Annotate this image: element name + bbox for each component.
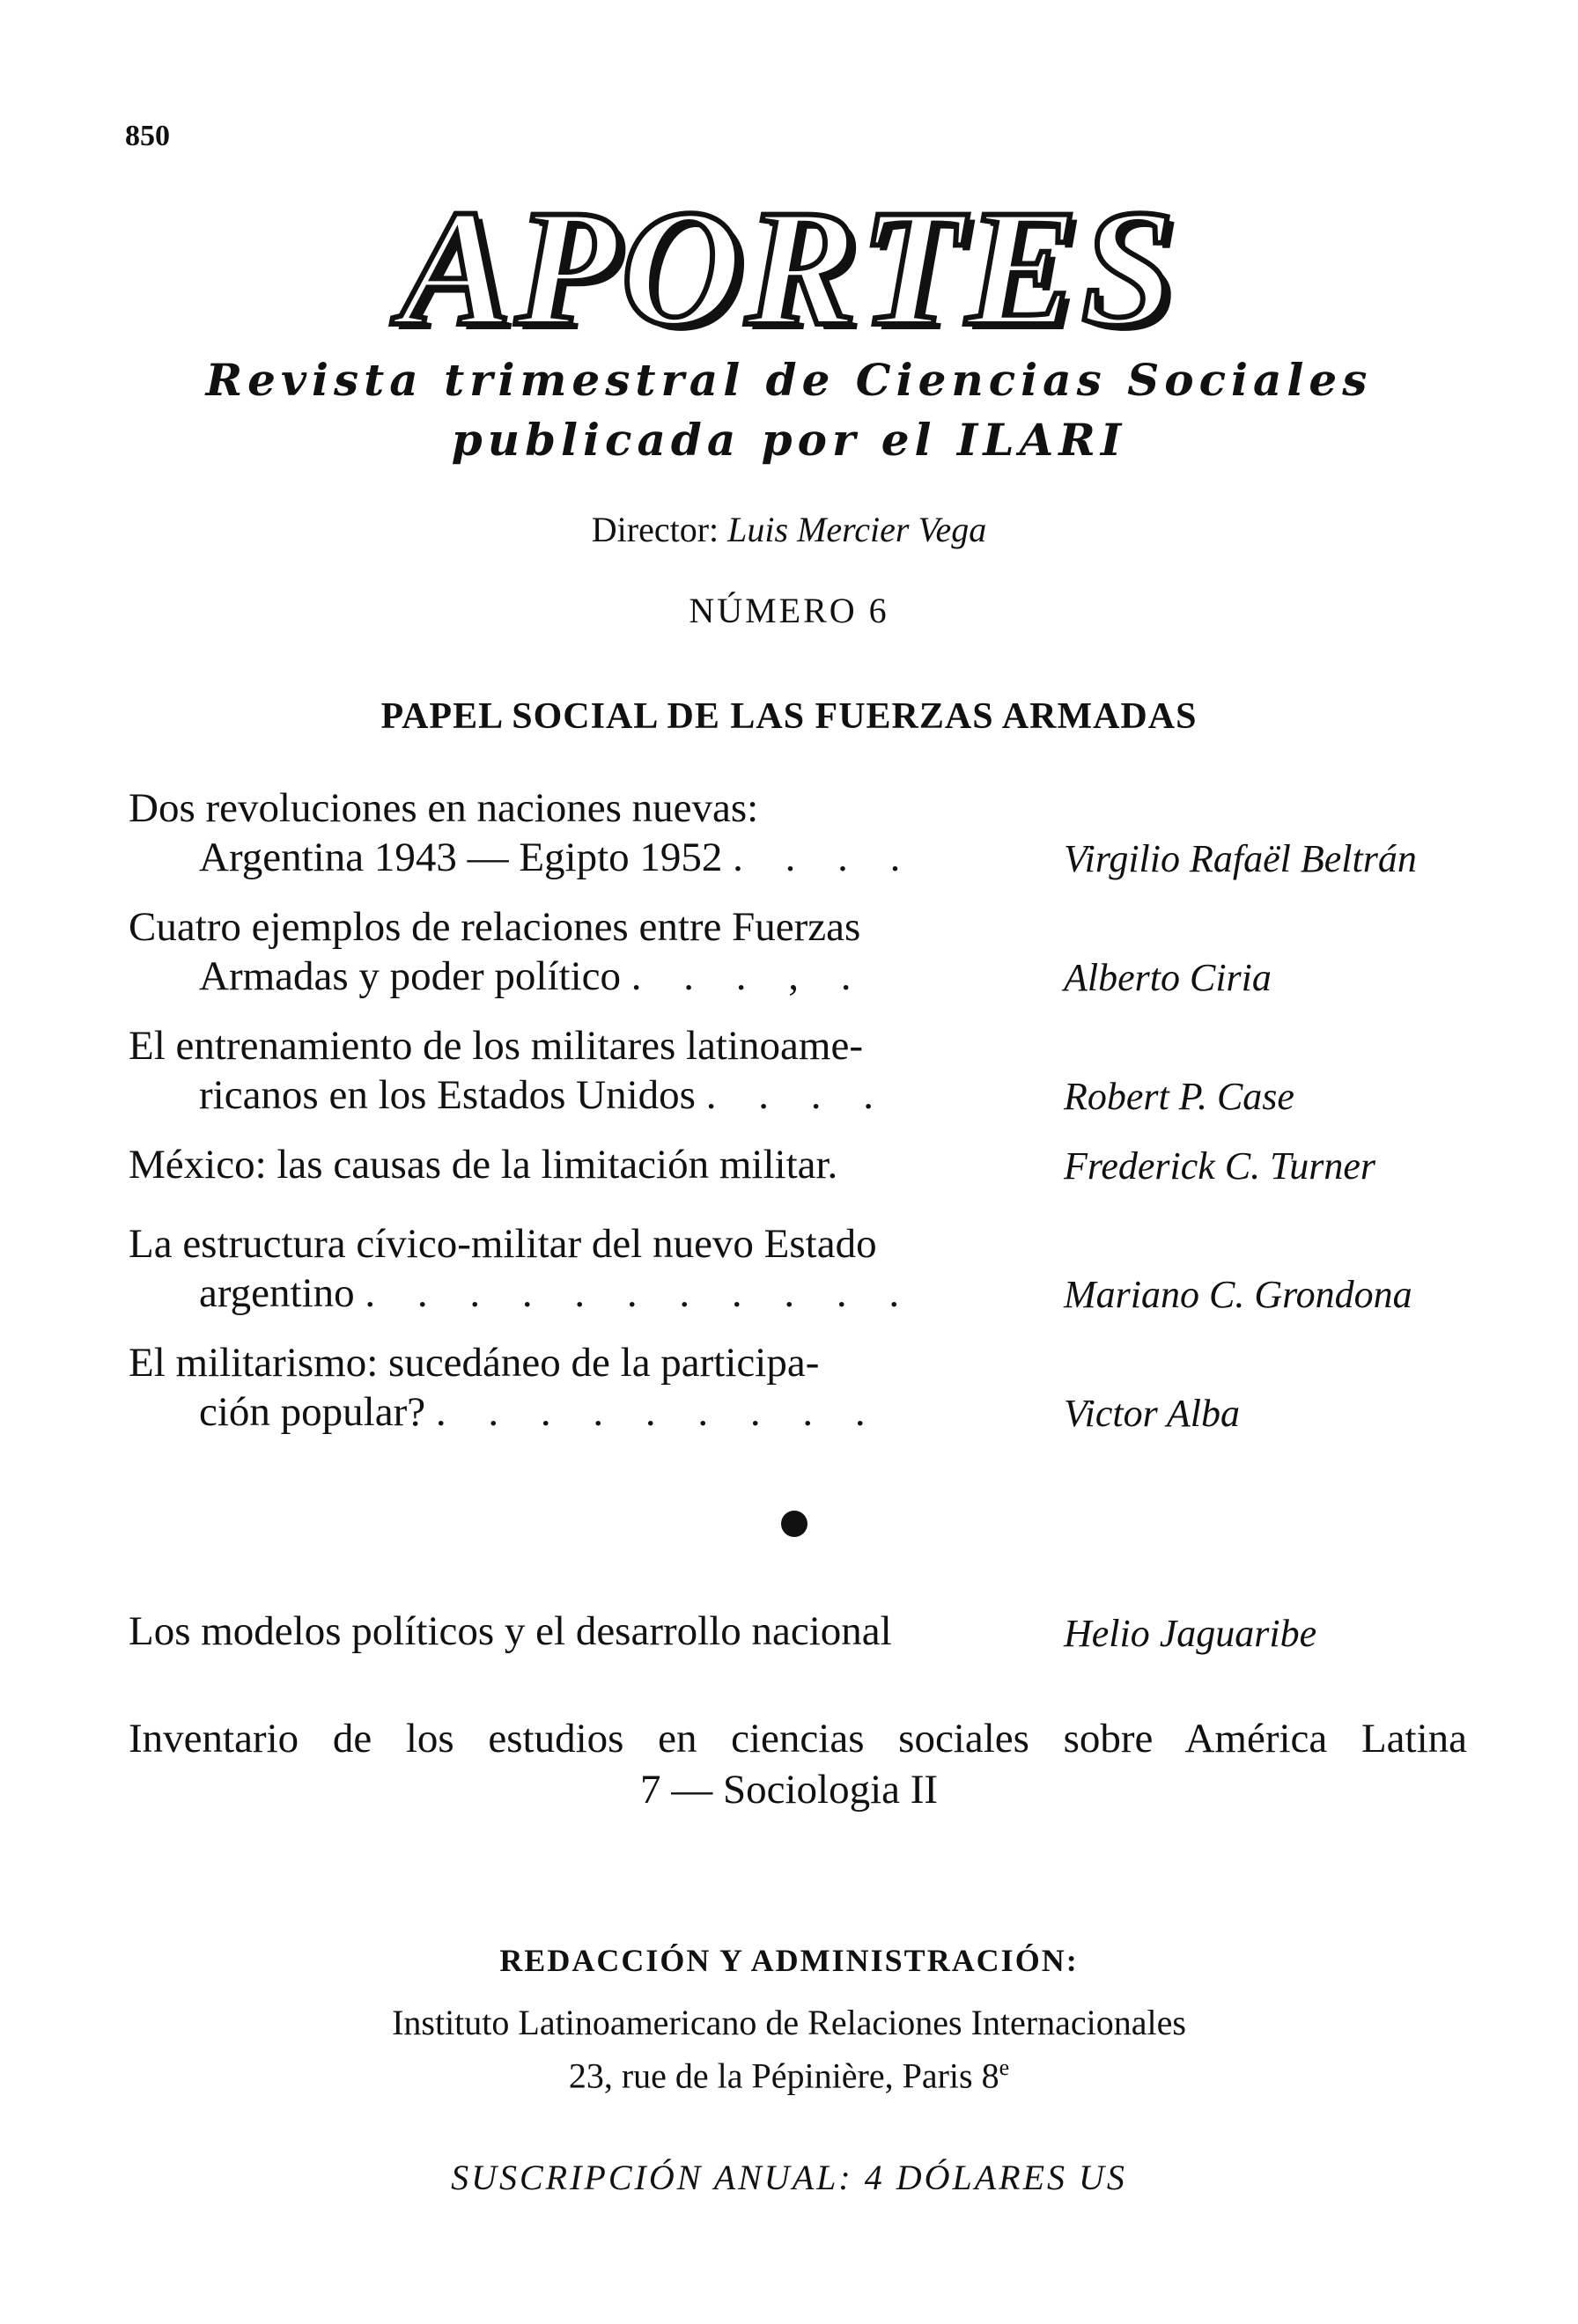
article-author: Robert P. Case <box>1064 1075 1294 1118</box>
journal-title: APORTES <box>400 176 1178 361</box>
institute-name: Instituto Latinoamericano de Relaciones Internacionales <box>392 2003 1186 2042</box>
article-title-line2: argentino <box>199 1270 355 1316</box>
article-author: Frederick C. Turner <box>1064 1144 1375 1188</box>
address-text: 23, rue de la Pépinière, Paris 8 <box>568 2056 999 2096</box>
article-author: Virgilio Rafaël Beltrán <box>1064 837 1417 880</box>
article-title-line1: El entrenamiento de los militares latinoame- <box>129 1023 863 1069</box>
editorial-heading: REDACCIÓN Y ADMINISTRACIÓN: <box>499 1943 1079 1978</box>
article-title-line2: Argentina 1943 — Egipto 1952 <box>199 835 723 880</box>
article-title-line1: Cuatro ejemplos de relaciones entre Fuerzas <box>129 904 861 950</box>
article-title-line1: La estructura cívico-militar del nuevo Estado <box>129 1221 877 1267</box>
issue-number: NÚMERO 6 <box>689 591 889 630</box>
section-bullet <box>781 1511 807 1537</box>
dot-leader: . . . . <box>733 835 917 880</box>
director-name: Luis Mercier Vega <box>727 510 987 549</box>
journal-subtitle-line1: Revista trimestral de Ciencias Sociales <box>205 354 1373 406</box>
address-superscript: e <box>999 2055 1010 2080</box>
article-author: Victor Alba <box>1064 1392 1241 1435</box>
dot-leader: . . . , . <box>630 953 867 999</box>
inventory-line2: 7 — Sociologia II <box>639 1767 939 1813</box>
journal-subtitle-line2: publicada por el ILARI <box>451 414 1127 466</box>
article-title-line1: Dos revoluciones en naciones nuevas: <box>129 785 759 831</box>
director-line <box>0 509 1578 550</box>
article-title-line1: El militarismo: sucedáneo de la participa- <box>129 1340 820 1386</box>
section-title: PAPEL SOCIAL DE LAS FUERZAS ARMADAS <box>380 696 1198 737</box>
page-number: 850 <box>125 120 170 152</box>
extra-article-author: Helio Jaguaribe <box>1064 1612 1317 1655</box>
dot-leader: . . . . <box>705 1072 889 1118</box>
article-title-line2: Armadas y poder político <box>199 953 622 999</box>
dot-leader: . . . . . . . . . <box>435 1389 881 1435</box>
article-author: Alberto Ciria <box>1064 956 1272 999</box>
inventory-line1: Inventario de los estudios en ciencias sociales sobre América Latina <box>129 1716 1467 1761</box>
article-title-line1: México: las causas de la limitación militar. <box>129 1142 838 1188</box>
article-title-line2: ricanos en los Estados Unidos <box>199 1072 696 1118</box>
dot-leader: . . . . . . . . . . . <box>365 1270 916 1316</box>
article-author: Mariano C. Grondona <box>1064 1273 1412 1316</box>
director-label: Director: <box>591 510 719 549</box>
subscription-line: SUSCRIPCIÓN ANUAL: 4 DÓLARES US <box>451 2158 1127 2197</box>
article-title-line2: ción popular? <box>199 1389 426 1435</box>
extra-article-title: Los modelos políticos y el desarrollo nacional <box>129 1608 892 1654</box>
address <box>0 2055 1578 2096</box>
